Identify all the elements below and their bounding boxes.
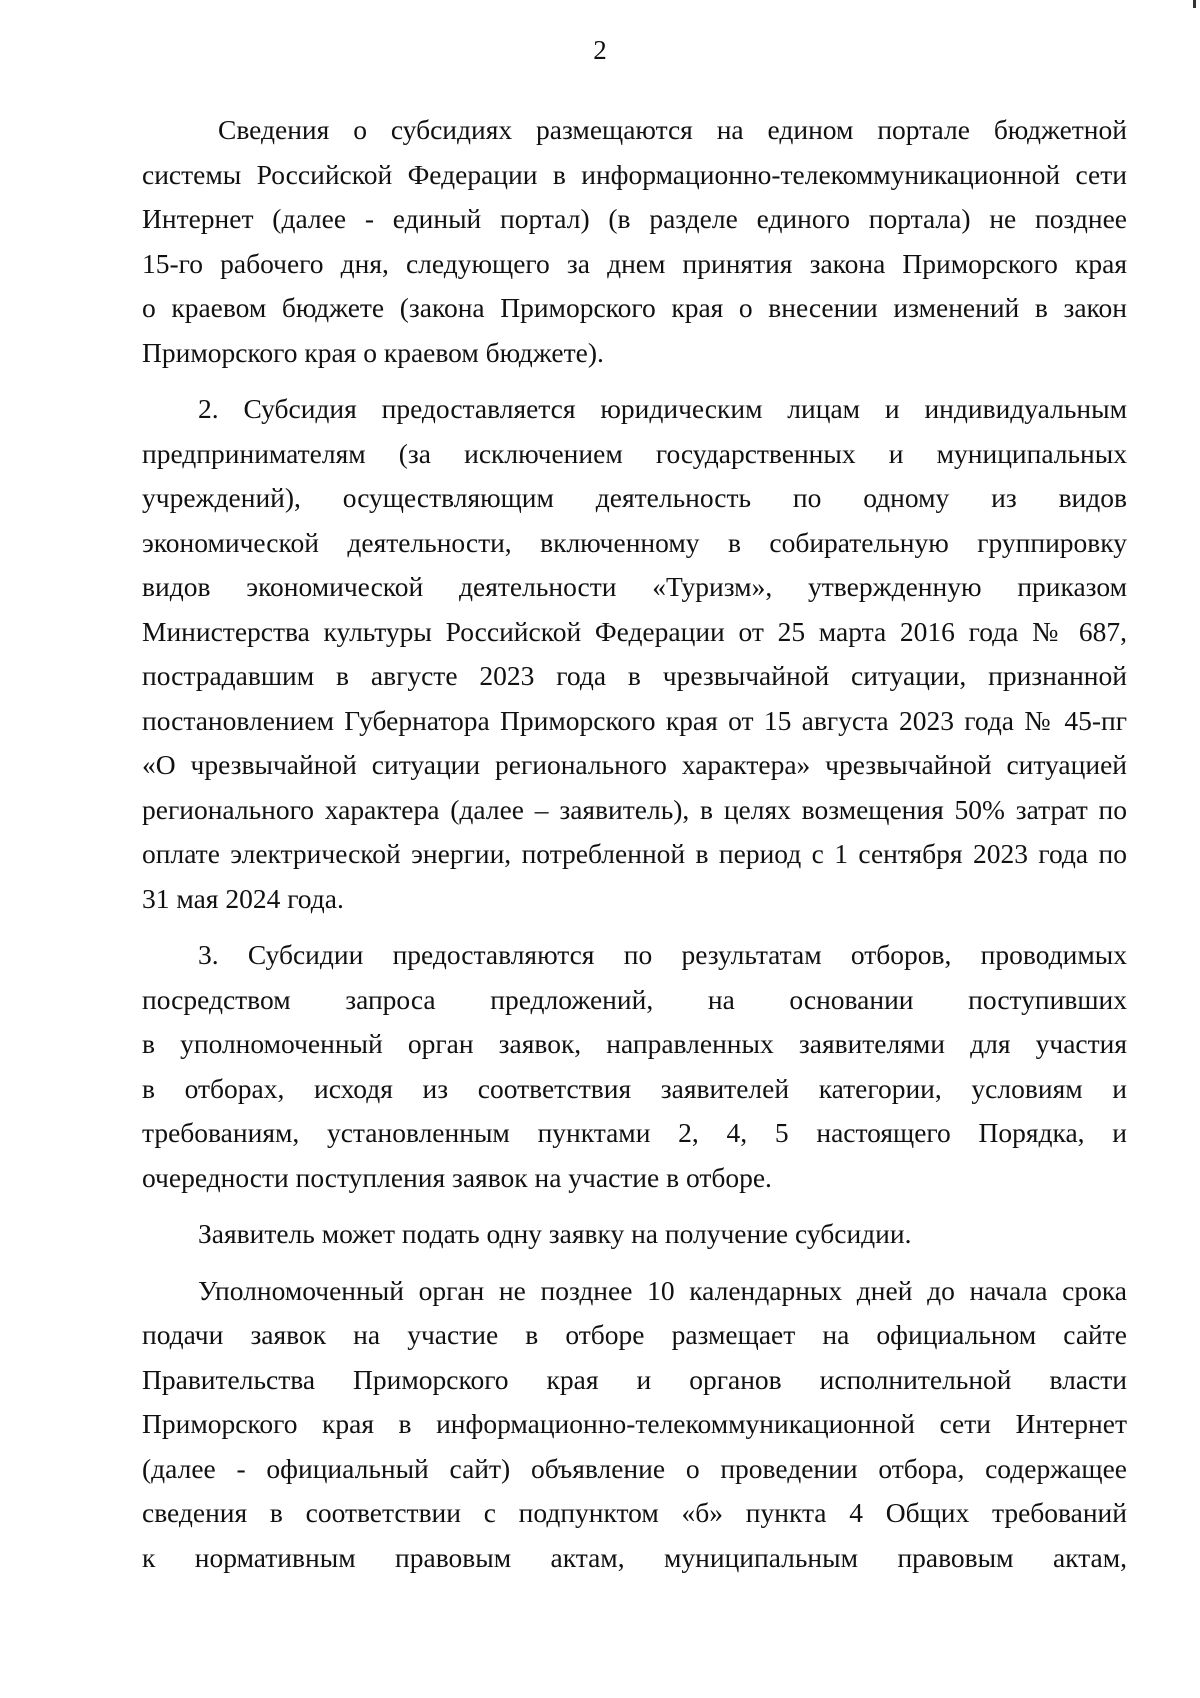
text-line: сведения в соответствии с подпунктом «б» пункта 4 Общих требований bbox=[142, 1497, 1127, 1528]
text-line: 3. Субсидии предоставляются по результатам отборов, проводимых bbox=[198, 939, 1127, 970]
text-line: (далее - официальный сайт) объявление о проведении отбора, содержащее bbox=[142, 1452, 1127, 1484]
text-line: Сведения о субсидиях размещаются на едином портале бюджетной bbox=[218, 114, 1127, 145]
text-line: требованиям, установленным пунктами 2, 4, 5 настоящего Порядка, и bbox=[142, 1117, 1127, 1148]
text-line: 2. Субсидия предоставляется юридическим лицам и индивидуальным bbox=[198, 393, 1127, 424]
text-line: «О чрезвычайной ситуации регионального характера» чрезвычайной ситуацией bbox=[142, 749, 1127, 780]
text-line: экономической деятельности, включенному в собирательную группировку bbox=[142, 526, 1127, 558]
paragraph-4 bbox=[142, 1212, 1127, 1257]
text-line: к нормативным правовым актам, муниципальным правовым актам, bbox=[142, 1541, 1127, 1573]
text-line: пострадавшим в августе 2023 года в чрезвычайной ситуации, признанной bbox=[142, 660, 1127, 691]
paragraph-2 bbox=[142, 387, 1127, 921]
text-line: о краевом бюджете (закона Приморского края о внесении изменений в закон bbox=[142, 292, 1127, 323]
text-line: Приморского края в информационно-телекоммуникационной сети Интернет bbox=[142, 1408, 1127, 1439]
document-body bbox=[142, 108, 1127, 1580]
text-line: регионального характера (далее – заявитель), в целях возмещения 50% затрат по bbox=[142, 793, 1127, 825]
page-number: 2 bbox=[593, 35, 607, 65]
text-line: предпринимателям (за исключением государственных и муниципальных bbox=[142, 437, 1127, 469]
text-line: очередности поступления заявок на участие в отборе. bbox=[142, 1161, 772, 1193]
paragraph-gap bbox=[142, 1257, 1127, 1269]
text-line: системы Российской Федерации в информационно-телекоммуникационной сети bbox=[142, 158, 1127, 190]
text-line: постановлением Губернатора Приморского края от 15 августа 2023 года № 45-пг bbox=[142, 704, 1127, 736]
scan-edge-mark bbox=[1193, 0, 1196, 8]
paragraph-3 bbox=[142, 933, 1127, 1200]
text-line: в отборах, исходя из соответствия заявителей категории, условиям и bbox=[142, 1072, 1127, 1104]
text-line: в уполномоченный орган заявок, направленных заявителями для участия bbox=[142, 1028, 1127, 1059]
text-line: 15-го рабочего дня, следующего за днем принятия закона Приморского края bbox=[142, 247, 1127, 279]
paragraph-gap bbox=[142, 921, 1127, 933]
text-line: 31 мая 2024 года. bbox=[142, 882, 344, 914]
text-line: оплате электрической энергии, потребленной в период с 1 сентября 2023 года по bbox=[142, 838, 1127, 869]
text-line: Приморского края о краевом бюджете). bbox=[142, 336, 604, 368]
text-line: подачи заявок на участие в отборе размещает на официальном сайте bbox=[142, 1319, 1127, 1350]
text-line: Уполномоченный орган не позднее 10 календарных дней до начала срока bbox=[198, 1274, 1127, 1306]
text-line: Заявитель может подать одну заявку на получение субсидии. bbox=[198, 1218, 912, 1249]
text-line: Министерства культуры Российской Федерации от 25 марта 2016 года № 687, bbox=[142, 615, 1127, 647]
text-line: Правительства Приморского края и органов исполнительной власти bbox=[142, 1363, 1127, 1395]
paragraph-gap bbox=[142, 1200, 1127, 1212]
text-line: учреждений), осуществляющим деятельность по одному из видов bbox=[142, 482, 1127, 513]
paragraph-1 bbox=[142, 108, 1127, 375]
text-line: видов экономической деятельности «Туризм», утвержденную приказом bbox=[142, 571, 1127, 602]
text-line: посредством запроса предложений, на основании поступивших bbox=[142, 983, 1127, 1015]
paragraph-gap bbox=[142, 375, 1127, 387]
paragraph-5 bbox=[142, 1269, 1127, 1581]
text-line: Интернет (далее - единый портал) (в разделе единого портала) не позднее bbox=[142, 203, 1127, 234]
